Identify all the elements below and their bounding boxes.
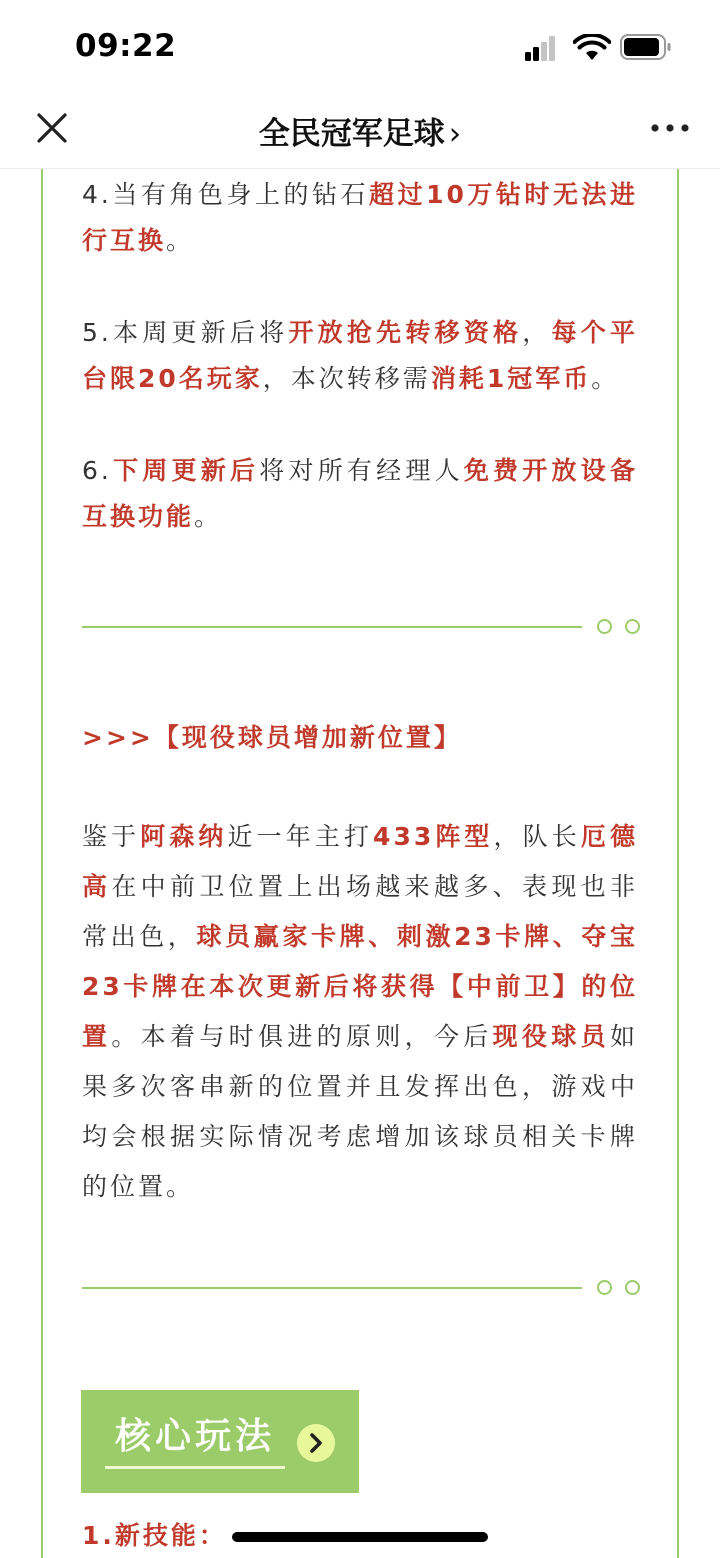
highlight-text: 现役球员	[492, 1022, 610, 1051]
highlight-text: 开放抢先转移资格	[288, 318, 523, 347]
section-heading: >>>【现役球员增加新位置】	[82, 723, 462, 752]
status-time: 09:22	[75, 28, 177, 64]
highlight-text: 阿森纳	[140, 822, 228, 851]
battery-icon	[620, 34, 672, 60]
cellular-signal-icon	[525, 33, 563, 61]
highlight-text: 厄德高	[82, 822, 638, 901]
banner-underline	[105, 1466, 285, 1469]
body-text: ，	[522, 318, 552, 347]
highlight-text: 每个平台限20名玩家	[82, 318, 638, 393]
account-title-link[interactable]	[0, 108, 720, 153]
article-body-2	[82, 812, 638, 1212]
section-divider	[82, 617, 638, 637]
body-text: 。	[166, 226, 195, 255]
chevron-right-icon: ›	[448, 116, 462, 152]
wifi-icon	[573, 34, 611, 62]
highlight-text: 超过10万钻时无法进行互换	[82, 180, 638, 255]
body-text: 4.当有角色身上的钻石	[82, 180, 370, 209]
body-text: 6.	[82, 456, 112, 485]
account-title: 全民冠军足球	[258, 116, 445, 152]
frame-border-left	[41, 169, 43, 1558]
sub-heading-new-skill: 1.新技能：	[82, 1521, 227, 1550]
highlight-text: 球员赢家卡牌、刺激23卡牌、夺宝23卡牌在本次更新后将获得【中前卫】的位置	[82, 922, 638, 1051]
highlight-text: 433阵型	[373, 822, 494, 851]
paragraph-item-5	[82, 310, 638, 402]
status-bar	[0, 0, 720, 90]
body-text: 将对所有经理人	[259, 456, 464, 485]
core-gameplay-banner	[81, 1390, 359, 1493]
body-text: 近一年主打	[227, 822, 374, 851]
body-text: ，队长	[493, 822, 581, 851]
core-gameplay-label: 核心玩法	[115, 1416, 276, 1457]
home-indicator	[232, 1532, 488, 1542]
body-text: 。	[591, 364, 620, 393]
paragraph-item-6	[82, 448, 638, 540]
chevron-right-circle-icon	[297, 1424, 335, 1462]
body-text: ，本次转移需	[262, 364, 431, 393]
body-text: 5.本周更新后将	[82, 318, 289, 347]
body-text: 如果多次客串新的位置并且发挥出色，游戏中均会根据实际情况考虑增加该球员相关卡牌的位置。	[82, 1022, 638, 1201]
body-text: 。	[194, 502, 223, 531]
body-text: 在中前卫位置上出场越来越多、表现也非常出色，	[82, 872, 638, 951]
paragraph-item-4	[82, 172, 638, 264]
paragraph-new-position	[82, 812, 638, 1212]
nav-bar	[0, 90, 720, 169]
more-icon[interactable]	[648, 104, 692, 152]
highlight-text: 下周更新后	[111, 456, 260, 485]
frame-border-right	[677, 169, 679, 1558]
highlight-text: 免费开放设备互换功能	[82, 456, 638, 531]
article-body	[82, 172, 638, 540]
highlight-text: 消耗1冠军币	[430, 364, 592, 393]
body-text: 。本着与时俱进的原则，今后	[111, 1022, 493, 1051]
body-text: 鉴于	[82, 822, 141, 851]
section-divider-2	[82, 1278, 638, 1298]
